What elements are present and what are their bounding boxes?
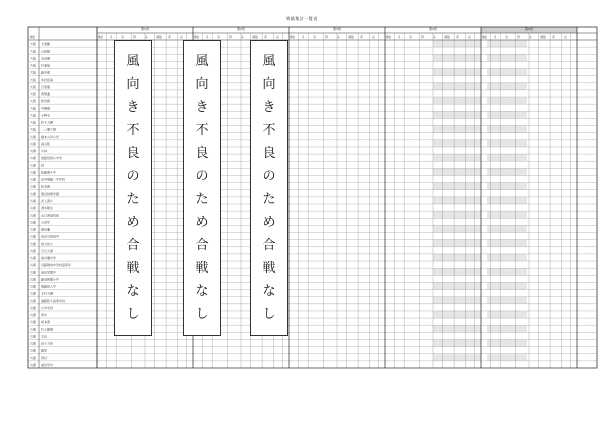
row-shade (433, 197, 481, 204)
sub-header: 得 (229, 36, 232, 39)
row-shade (433, 354, 481, 361)
round-label-3: 第3回 (333, 27, 341, 31)
sub-header: 氏 (493, 36, 497, 39)
row-name: 遠藤陸斗高等学校 (41, 298, 66, 303)
notice-char: し (126, 307, 140, 322)
row-area: 兵庫 (30, 256, 37, 261)
no-match-notice-3 (250, 40, 288, 336)
notice-char: 戦 (262, 261, 276, 276)
row-name: 井上蒼小 (41, 199, 54, 204)
row-area: 兵庫 (30, 313, 37, 318)
row-name: 小倉学 (41, 220, 51, 225)
row-name: 太田 (41, 334, 48, 339)
row-shade (433, 254, 481, 261)
sub-header: 率 (264, 36, 267, 39)
row-area: 兵庫 (30, 191, 37, 196)
notice-char: の (126, 169, 140, 184)
row-area: 兵庫 (30, 320, 37, 325)
notice-char: な (126, 284, 140, 299)
row-name: 近藤陽向中学校高等学 (41, 263, 72, 268)
row-area: 兵庫 (30, 341, 37, 346)
row-shade (433, 54, 481, 61)
row-area: 兵庫 (30, 348, 37, 353)
notice-char: め (262, 215, 276, 230)
row-area: 兵庫 (30, 184, 37, 189)
row-shade (433, 311, 481, 318)
row-name: 吉田優 (41, 56, 51, 61)
sub-header: 氏 (301, 36, 305, 39)
round-label-1: 第1回 (141, 27, 149, 31)
row-area: 兵庫 (30, 134, 37, 139)
notice-char: き (262, 100, 276, 115)
row-area: 大阪 (30, 84, 37, 89)
row-name: 西尾蓮 (41, 92, 51, 97)
row-name: 加藤悠真小中学 (41, 156, 63, 161)
row-area: 兵庫 (30, 234, 37, 239)
notice-char: た (262, 192, 276, 207)
notice-char: し (195, 307, 209, 322)
row-name: 藤田朝陽小学 (41, 277, 60, 282)
row-name: 木村大輝 (41, 291, 54, 296)
row-shade (433, 240, 481, 247)
notice-char: の (262, 169, 276, 184)
sub-header: 率 (360, 36, 363, 39)
row-name: 長谷川悠希中 (41, 234, 60, 239)
sub-header: 名 (313, 36, 317, 39)
row-area: 兵庫 (30, 284, 37, 289)
sub-header: 点 (275, 36, 279, 39)
row-name: 佐藤奏斗中 (41, 170, 57, 175)
row-area: 兵庫 (30, 327, 37, 332)
row-shade (433, 40, 481, 47)
sub-header: 氏 (397, 36, 401, 39)
row-shade (433, 183, 481, 190)
row-area: 兵庫 (30, 355, 37, 360)
row-area: 兵庫 (30, 170, 37, 175)
row-name: 森大和小 (41, 241, 54, 246)
notice-char: 風 (262, 54, 276, 69)
sub-header: 得 (517, 36, 520, 39)
row-name: 福田学中 (41, 363, 54, 368)
row-area: 大阪 (30, 63, 37, 68)
sub-header: 率 (456, 36, 459, 39)
row-shade (433, 268, 481, 275)
notice-char: 不 (126, 123, 140, 138)
notice-char: 風 (126, 54, 140, 69)
row-name: 小林 (41, 149, 48, 154)
row-name: 藤井健 (41, 70, 51, 75)
notice-char: き (195, 100, 209, 115)
row-shade (487, 154, 527, 161)
notice-char: め (195, 215, 209, 230)
row-area: 兵庫 (30, 291, 37, 296)
sub-header: 氏 (205, 36, 209, 39)
sub-header: 順位 (482, 36, 488, 39)
row-shade (433, 69, 481, 76)
row-shade (487, 126, 527, 133)
row-name: 金子大和 (41, 341, 54, 346)
row-area: 兵庫 (30, 241, 37, 246)
sub-header: 点 (563, 36, 567, 39)
row-shade (487, 268, 527, 275)
notice-char: な (195, 284, 209, 299)
row-shade (487, 339, 527, 346)
row-name: 石川大翔 (41, 248, 54, 253)
row-shade (487, 54, 527, 61)
row-shade (433, 225, 481, 232)
row-area: 大阪 (30, 106, 37, 111)
sub-header: 失 (144, 36, 148, 39)
sub-header: 順位 (290, 36, 296, 39)
sub-header: 失 (336, 36, 340, 39)
row-name: 岡田蓮 (41, 227, 51, 232)
notice-char: 不 (195, 123, 209, 138)
row-shade (433, 83, 481, 90)
notice-char: し (262, 307, 276, 322)
row-shade (433, 282, 481, 289)
notice-char: 不 (262, 123, 276, 138)
row-shade (487, 240, 527, 247)
row-area: 兵庫 (30, 248, 37, 253)
row-name: 坂本蒼 (41, 320, 51, 325)
notice-char: 風 (195, 54, 209, 69)
row-shade (433, 339, 481, 346)
row-name: 松本健 (41, 184, 51, 189)
sub-header: 名 (217, 36, 221, 39)
row-name: 中嶋翔 (41, 106, 51, 111)
row-shade (433, 297, 481, 304)
row-name: 山崎陽 (41, 49, 51, 54)
sub-header: 名 (409, 36, 413, 39)
row-shade (433, 211, 481, 218)
row-area: 兵庫 (30, 163, 37, 168)
row-shade (487, 140, 527, 147)
notice-char: 合 (262, 238, 276, 253)
sub-header: 氏 (109, 36, 113, 39)
row-name: 杉浦航 (41, 63, 51, 68)
row-area: 兵庫 (30, 270, 37, 275)
round-label-2: 第2回 (237, 27, 245, 31)
row-name: 田中翔陽一中学校 (41, 177, 66, 182)
notice-char: 良 (262, 146, 276, 161)
row-shade (487, 40, 527, 47)
round-label-4: 第4回 (429, 27, 437, 31)
row-area: 兵庫 (30, 199, 37, 204)
row-name: 西村 (41, 355, 48, 360)
notice-char: 合 (126, 238, 140, 253)
row-area: 兵庫 (30, 263, 37, 268)
row-name: 渡辺結翔学園 (41, 191, 60, 196)
row-area: 大阪 (30, 127, 37, 132)
row-shade (487, 97, 527, 104)
sub-header: 率 (168, 36, 171, 39)
row-shade (433, 140, 481, 147)
notice-char: 向 (126, 77, 140, 92)
sub-header: 勝数 (348, 36, 354, 39)
notice-char: た (126, 192, 140, 207)
notice-char: の (195, 169, 209, 184)
row-area: 大阪 (30, 113, 37, 118)
row-shade (487, 69, 527, 76)
round-label-5: 第5回 (525, 27, 533, 31)
sub-header: 名 (505, 36, 509, 39)
sub-header: 順位 (98, 36, 104, 39)
row-name: 藤原 (41, 348, 48, 353)
left-header: 順位 (30, 36, 36, 39)
row-name: 青木 (41, 313, 48, 318)
notice-char: 良 (195, 146, 209, 161)
sub-header: 勝数 (156, 36, 162, 39)
row-name: 山口湊高校前 (41, 213, 60, 218)
no-match-notice-1 (114, 40, 152, 336)
row-shade (487, 311, 527, 318)
row-area: 兵庫 (30, 220, 37, 225)
row-area: 兵庫 (30, 334, 37, 339)
notice-char: 合 (195, 238, 209, 253)
row-name: 橋本大河小学 (41, 134, 60, 139)
no-match-notice-2 (183, 40, 221, 336)
sub-header: 名 (121, 36, 125, 39)
row-area: 大阪 (30, 56, 37, 61)
notice-char: め (126, 215, 140, 230)
notice-char: な (262, 284, 276, 299)
row-shade (433, 111, 481, 118)
row-name: 新田樹 (41, 99, 51, 104)
notice-char: 向 (195, 77, 209, 92)
row-name: 大東駿 (41, 42, 51, 47)
row-shade (487, 183, 527, 190)
row-shade (487, 111, 527, 118)
row-area: 兵庫 (30, 227, 37, 232)
sub-header: 得 (325, 36, 328, 39)
sub-header: 得 (133, 36, 136, 39)
row-area: 大阪 (30, 77, 37, 82)
row-name: 小野寺 (41, 113, 51, 118)
row-shade (487, 354, 527, 361)
notice-char: き (126, 100, 140, 115)
row-shade (433, 97, 481, 104)
row-area: 兵庫 (30, 141, 37, 146)
row-name: 村上陽翔 (41, 327, 54, 332)
row-area: 大阪 (30, 99, 37, 104)
row-area: 大阪 (30, 70, 37, 75)
sub-header: 失 (528, 36, 532, 39)
row-area: 兵庫 (30, 177, 37, 182)
row-shade (487, 254, 527, 261)
row-name: 清水陽太 (41, 206, 54, 211)
notice-char: 戦 (126, 261, 140, 276)
row-shade (487, 282, 527, 289)
sub-header: 勝数 (540, 36, 546, 39)
sub-header: 失 (432, 36, 436, 39)
row-shade (433, 325, 481, 332)
row-shade (487, 83, 527, 90)
row-area: 大阪 (30, 92, 37, 97)
notice-char: 向 (262, 77, 276, 92)
row-shade (433, 168, 481, 175)
row-shade (487, 211, 527, 218)
row-area: 兵庫 (30, 156, 37, 161)
row-shade (487, 168, 527, 175)
row-area: 兵庫 (30, 277, 37, 282)
sub-header: 順位 (386, 36, 392, 39)
row-name: 小中学校 (41, 305, 54, 310)
row-shade (487, 225, 527, 232)
row-area: 兵庫 (30, 363, 37, 368)
row-area: 大阪 (30, 120, 37, 125)
sub-header: 点 (467, 36, 471, 39)
row-area: 兵庫 (30, 213, 37, 218)
row-name: 池田学園中 (41, 270, 57, 275)
row-name: 本田拓哉 (41, 77, 54, 82)
sub-header: 順位 (194, 36, 200, 39)
row-area: 兵庫 (30, 149, 37, 154)
row-area: 大阪 (30, 49, 37, 54)
sub-header: 点 (179, 36, 183, 39)
row-area: 大阪 (30, 42, 37, 47)
row-name: 後藤悠人中 (41, 284, 57, 289)
row-name: 前田颯中学 (41, 256, 57, 261)
row-name: 石原優 (41, 84, 51, 89)
sub-header: 点 (371, 36, 375, 39)
row-name: 森山陸 (41, 141, 51, 146)
document-title: 戦績集計一覧表 (286, 16, 318, 21)
row-shade (487, 197, 527, 204)
notice-char: 戦 (195, 261, 209, 276)
sub-header: 率 (552, 36, 555, 39)
row-name: 一ノ瀬大樹 (41, 127, 57, 132)
notice-char: た (195, 192, 209, 207)
row-shade (433, 126, 481, 133)
notice-char: 良 (126, 146, 140, 161)
row-name: 鈴木大輝 (41, 120, 54, 125)
row-name: 林 (41, 163, 45, 168)
row-area: 兵庫 (30, 206, 37, 211)
sub-header: 失 (240, 36, 244, 39)
sub-header: 勝数 (252, 36, 258, 39)
sub-header: 勝数 (444, 36, 450, 39)
row-shade (433, 154, 481, 161)
row-area: 兵庫 (30, 305, 37, 310)
row-area: 兵庫 (30, 298, 37, 303)
row-shade (487, 325, 527, 332)
sub-header: 得 (421, 36, 424, 39)
row-shade (487, 297, 527, 304)
